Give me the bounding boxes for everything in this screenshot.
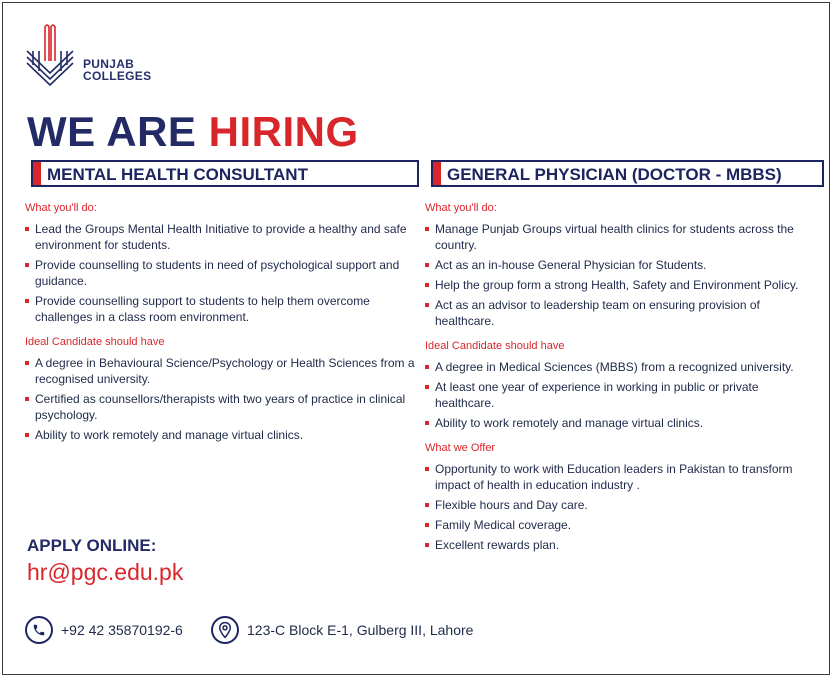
left-job-title-bar: [31, 160, 419, 187]
list-item: Manage Punjab Groups virtual health clinics for students across the country.: [425, 221, 815, 253]
apply-email-link[interactable]: hr@pgc.edu.pk: [27, 559, 184, 585]
list-item: Ability to work remotely and manage virtual clinics.: [425, 415, 815, 431]
section-heading: Ideal Candidate should have: [25, 336, 165, 348]
list-item: Act as an advisor to leadership team on ensuring provision of healthcare.: [425, 297, 815, 329]
punjab-colleges-logo: [25, 21, 75, 91]
section-heading: What you'll do:: [25, 202, 97, 214]
section-heading: Ideal Candidate should have: [425, 340, 565, 352]
bullet-list: [25, 221, 420, 325]
brand-name: PUNJAB COLLEGES: [83, 57, 152, 83]
list-item: Excellent rewards plan.: [425, 537, 815, 553]
phone-icon: [25, 616, 53, 644]
list-item: Lead the Groups Mental Health Initiative to provide a healthy and safe environment for students.: [25, 221, 420, 253]
phone-number[interactable]: +92 42 35870192-6: [61, 622, 183, 638]
right-job-title: GENERAL PHYSICIAN (DOCTOR - MBBS): [447, 165, 782, 184]
list-item: Act as an in-house General Physician for Students.: [425, 257, 815, 273]
list-item: Certified as counsellors/therapists with two years of practice in clinical psychology.: [25, 391, 420, 423]
apply-online-label: APPLY ONLINE:: [27, 536, 157, 555]
list-item: Provide counselling to students in need of psychological support and guidance.: [25, 257, 420, 289]
bullet-list: [425, 221, 815, 329]
location-pin-icon: [211, 616, 239, 644]
list-item: Provide counselling support to students to help them overcome challenges in a class room environment.: [25, 293, 420, 325]
list-item: Family Medical coverage.: [425, 517, 815, 533]
list-item: Ability to work remotely and manage virtual clinics.: [25, 427, 420, 443]
headline-part-1: WE ARE: [27, 108, 209, 155]
right-column: [425, 201, 815, 563]
list-item: At least one year of experience in working in public or private healthcare.: [425, 379, 815, 411]
list-item: Flexible hours and Day care.: [425, 497, 815, 513]
page-headline: [27, 107, 359, 157]
list-item: Opportunity to work with Education leaders in Pakistan to transform impact of health in education industry .: [425, 461, 815, 493]
list-item: A degree in Behavioural Science/Psychology or Health Sciences from a recognised university.: [25, 355, 420, 387]
left-column: [25, 201, 420, 453]
job-ad-poster: [2, 2, 830, 675]
bullet-list: [425, 359, 815, 431]
right-job-title-bar: [431, 160, 824, 187]
office-address: 123-C Block E-1, Gulberg III, Lahore: [247, 622, 474, 638]
list-item: Help the group form a strong Health, Safety and Environment Policy.: [425, 277, 815, 293]
phone-contact: [25, 615, 183, 645]
section-heading: What we Offer: [425, 442, 496, 454]
list-item: A degree in Medical Sciences (MBBS) from a recognized university.: [425, 359, 815, 375]
address-contact: [211, 615, 473, 645]
section-heading: What you'll do:: [425, 202, 497, 214]
headline-part-2: HIRING: [208, 108, 359, 155]
bullet-list: [25, 355, 420, 443]
bullet-list: [425, 461, 815, 553]
left-job-title: MENTAL HEALTH CONSULTANT: [47, 165, 308, 184]
